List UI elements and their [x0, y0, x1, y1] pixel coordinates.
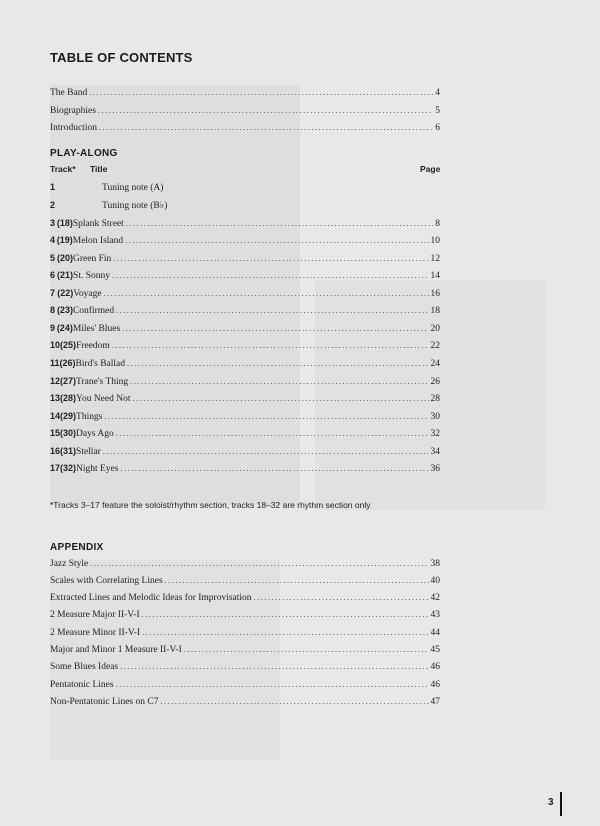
toc-row-introduction: Introduction ..... 6	[50, 123, 440, 137]
section-heading-playalong: PLAY-ALONG	[50, 148, 118, 159]
track-row: 6 (21) St. Sonny ..... 14	[50, 270, 440, 284]
page-number-rule	[560, 792, 562, 816]
track-row: 7 (22) Voyage ..... 16	[50, 288, 440, 302]
track-row: 8 (23) Confirmed ..... 18	[50, 305, 440, 319]
track-row: 13 (28) You Need Not ..... 28	[50, 393, 440, 407]
appendix-row: Jazz Style ..... 38	[50, 559, 440, 573]
track-row: 15 (30) Days Ago ..... 32	[50, 428, 440, 442]
track-row: 5 (20) Green Fin ..... 12	[50, 253, 440, 267]
track-row: 3 (18) Splank Street ..... 8	[50, 218, 440, 232]
track-row: 10 (25) Freedom ..... 22	[50, 340, 440, 354]
track-row: 2 Tuning note (B♭)	[50, 200, 168, 211]
appendix-row: Major and Minor 1 Measure II-V-I ..... 45	[50, 645, 440, 659]
tracks-footnote: *Tracks 3–17 feature the soloist/rhythm section, tracks 18–32 are rhythm section only	[50, 500, 371, 510]
toc-row-biographies: Biographies ..... 5	[50, 106, 440, 120]
track-row: 14 (29) Things ..... 30	[50, 411, 440, 425]
section-heading-appendix: APPENDIX	[50, 542, 104, 553]
column-header-track: Track*	[50, 164, 76, 174]
column-header-page: Page	[420, 164, 441, 174]
track-row: 16 (31) Stellar ..... 34	[50, 446, 440, 460]
appendix-row: 2 Measure Minor II-V-I ..... 44	[50, 628, 440, 642]
appendix-row: Pentatonic Lines ..... 46	[50, 680, 440, 694]
appendix-row: Scales with Correlating Lines ..... 40	[50, 576, 440, 590]
appendix-row: Some Blues Ideas ..... 46	[50, 662, 440, 676]
track-row: 1 Tuning note (A)	[50, 182, 164, 193]
showthrough-photo-bottom	[50, 560, 280, 760]
track-row: 4 (19) Melon Island ..... 10	[50, 235, 440, 249]
appendix-row: Non-Pentatonic Lines on C7 ..... 47	[50, 697, 440, 711]
track-row: 12 (27) Trane's Thing ..... 26	[50, 376, 440, 390]
appendix-row: 2 Measure Major II-V-I ..... 43	[50, 610, 440, 624]
page-number: 3	[548, 797, 554, 808]
appendix-row: Extracted Lines and Melodic Ideas for Improvisation ..... 42	[50, 593, 440, 607]
toc-row-band: The Band ..... 4	[50, 88, 440, 102]
track-row: 17 (32) Night Eyes ..... 36	[50, 463, 440, 477]
column-header-title: Title	[90, 164, 108, 174]
track-row: 9 (24) Miles' Blues ..... 20	[50, 323, 440, 337]
track-row: 11 (26) Bird's Ballad ..... 24	[50, 358, 440, 372]
toc-title: TABLE OF CONTENTS	[50, 50, 193, 65]
